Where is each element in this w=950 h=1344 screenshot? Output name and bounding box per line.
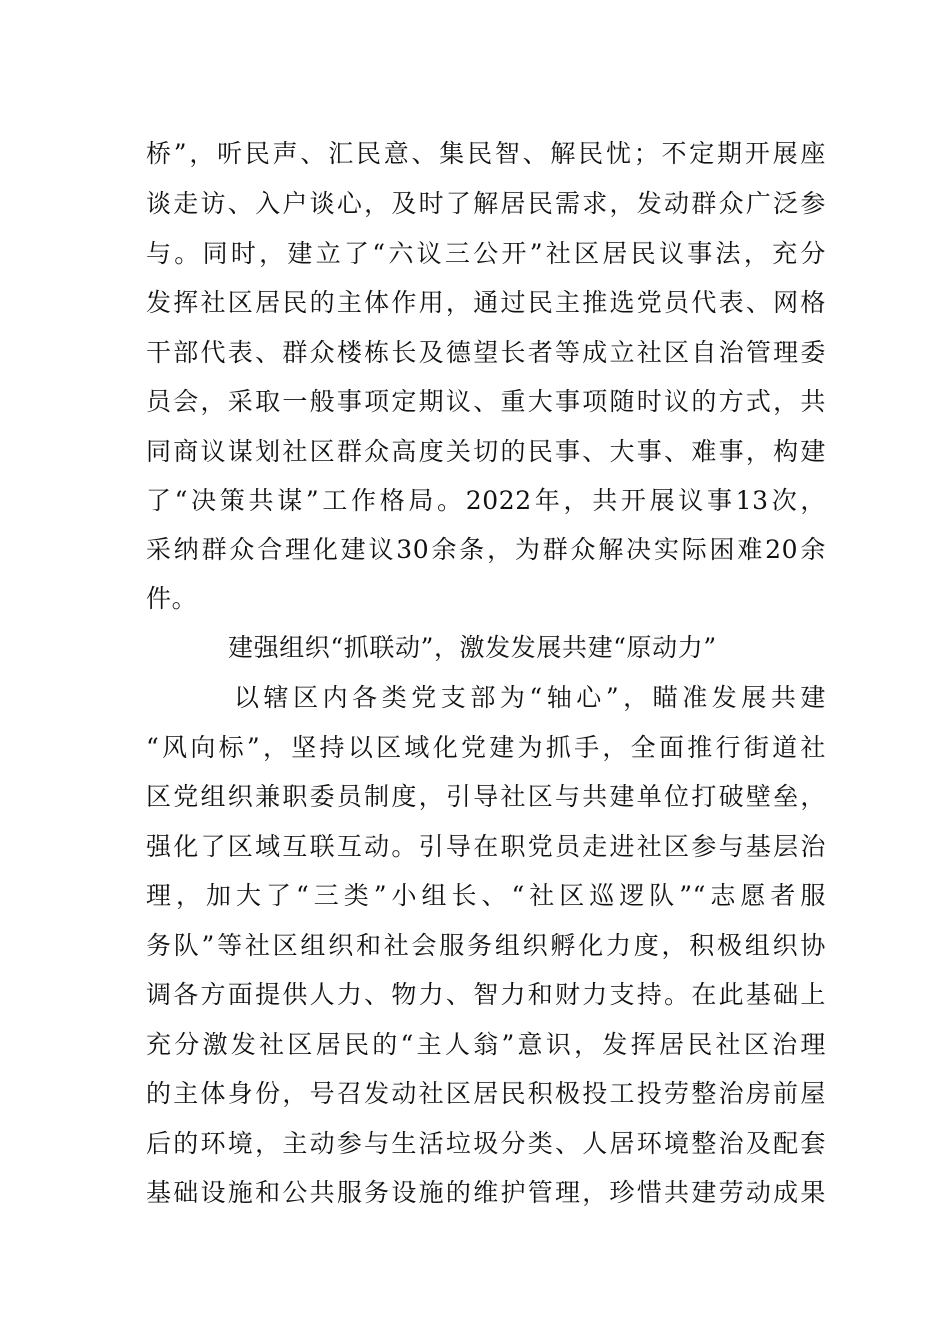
paragraph-2-line-1: 以辖区内各类党支部为“轴心”，瞄准发展共建 — [234, 683, 826, 712]
paragraph-2-line-6: 务队”等社区组织和社会服务组织孵化力度，积极组织协 — [146, 931, 826, 960]
paragraph-2-line-7: 调各方面提供人力、物力、智力和财力支持。在此基础上 — [146, 980, 826, 1009]
paragraph-2-line-4: 强化了区域互联互动。引导在职党员走进社区参与基层治 — [146, 832, 826, 861]
paragraph-2-line-11: 基础设施和公共服务设施的维护管理，珍惜共建劳动成果 — [146, 1178, 826, 1207]
paragraph-1-line-8: 了“决策共谋”工作格局。2022年，共开展议事13次， — [146, 486, 826, 515]
paragraph-2-line-8: 充分激发社区居民的“主人翁”意识，发挥居民社区治理 — [146, 1030, 826, 1059]
paragraph-1-line-1: 桥”，听民声、汇民意、集民智、解民忧；不定期开展座 — [146, 139, 826, 168]
paragraph-1-line-10: 件。 — [146, 584, 198, 613]
paragraph-1-line-6: 员会，采取一般事项定期议、重大事项随时议的方式，共 — [146, 387, 826, 416]
paragraph-2-line-3: 区党组织兼职委员制度，引导社区与共建单位打破壁垒， — [146, 782, 826, 811]
paragraph-2-line-5: 理，加大了“三类”小组长、“社区巡逻队”“志愿者服 — [146, 881, 826, 910]
paragraph-1-line-3: 与。同时，建立了“六议三公开”社区居民议事法，充分 — [146, 239, 826, 268]
paragraph-1-line-4: 发挥社区居民的主体作用，通过民主推选党员代表、网格 — [146, 288, 826, 317]
paragraph-2-line-2: “风向标”，坚持以区域化党建为抓手，全面推行街道社 — [146, 733, 826, 762]
paragraph-1-line-5: 干部代表、群众楼栋长及德望长者等成立社区自治管理委 — [146, 338, 826, 367]
paragraph-2-line-10: 后的环境，主动参与生活垃圾分类、人居环境整治及配套 — [146, 1129, 826, 1158]
section-heading: 建强组织“抓联动”，激发发展共建“原动力” — [228, 633, 717, 662]
paragraph-1-line-2: 谈走访、入户谈心，及时了解居民需求，发动群众广泛参 — [146, 189, 826, 218]
paragraph-2-line-9: 的主体身份，号召发动社区居民积极投工投劳整治房前屋 — [146, 1079, 826, 1108]
paragraph-1-line-9: 采纳群众合理化建议30余条，为群众解决实际困难20余 — [146, 535, 826, 564]
paragraph-1-line-7: 同商议谋划社区群众高度关切的民事、大事、难事，构建 — [146, 437, 826, 466]
